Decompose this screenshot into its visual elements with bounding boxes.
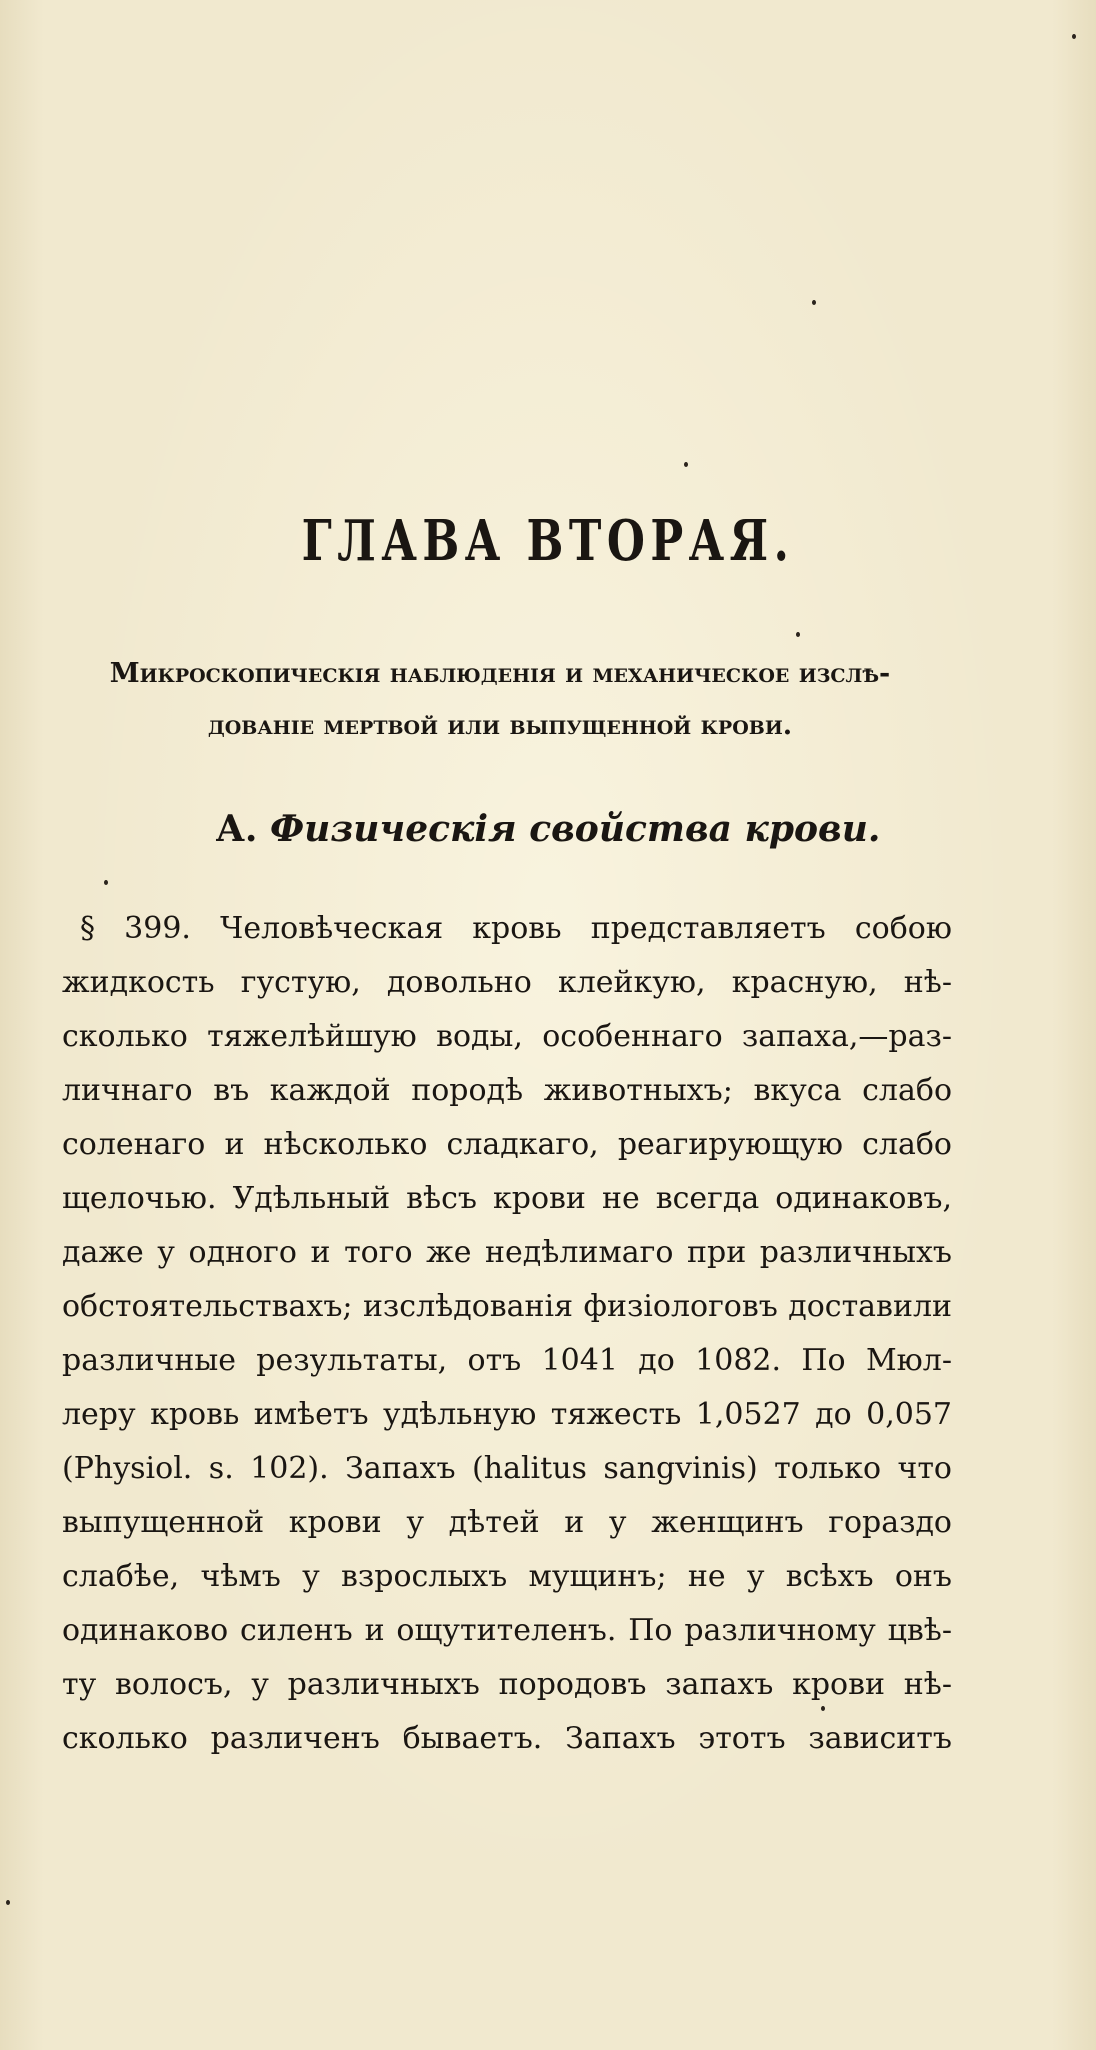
body-line: (Physiol. s. 102). Запахъ (halitus sangvinis) только что bbox=[62, 1451, 952, 1486]
body-line: выпущенной крови у дѣтей и у женщинъ гораздо bbox=[62, 1505, 952, 1540]
chapter-title: ГЛАВА ВТОРАЯ. bbox=[301, 508, 795, 574]
body-line: различные результаты, отъ 1041 до 1082. По Мюл- bbox=[62, 1343, 952, 1378]
ink-speck bbox=[812, 300, 816, 305]
body-line: леру кровь имѣетъ удѣльную тяжесть 1,0527 до 0,057 bbox=[62, 1397, 952, 1432]
body-line: жидкость густую, довольно клейкую, красную, нѣ- bbox=[62, 965, 952, 1000]
body-line: соленаго и нѣсколько сладкаго, реагирующую слабо bbox=[62, 1127, 952, 1162]
body-paragraph bbox=[62, 902, 952, 1766]
body-line: слабѣе, чѣмъ у взрослыхъ мущинъ; не у всѣхъ онъ bbox=[62, 1559, 952, 1594]
body-line: ту волосъ, у различныхъ породовъ запахъ крови нѣ- bbox=[62, 1667, 952, 1702]
section-title: Физическія свойства крови. bbox=[269, 808, 881, 850]
ink-speck bbox=[6, 1900, 10, 1905]
body-line: § 399. Человѣческая кровь представляетъ собою bbox=[80, 911, 952, 946]
body-line: обстоятельствахъ; изслѣдованія физіологовъ доставили bbox=[62, 1289, 952, 1324]
chapter-subtitle bbox=[40, 648, 960, 752]
body-line: сколько различенъ бываетъ. Запахъ этотъ зависитъ bbox=[62, 1721, 952, 1756]
section-heading bbox=[0, 808, 1096, 850]
ink-speck bbox=[104, 880, 108, 885]
ink-speck bbox=[796, 632, 800, 637]
subtitle-line: Микроскопическія наблюденія и механическое изслѣ- bbox=[109, 658, 891, 689]
ink-speck bbox=[1072, 34, 1076, 39]
section-letter: А. bbox=[215, 808, 258, 850]
ink-speck bbox=[821, 1706, 825, 1711]
body-line: сколько тяжелѣйшую воды, особеннаго запаха,—раз- bbox=[62, 1019, 952, 1054]
subtitle-line: дованіе мертвой или выпущенной крови. bbox=[207, 710, 793, 741]
body-line: личнаго въ каждой породѣ животныхъ; вкуса слабо bbox=[62, 1073, 952, 1108]
body-line: щелочью. Удѣльный вѣсъ крови не всегда одинаковъ, bbox=[62, 1181, 952, 1216]
ink-speck bbox=[684, 462, 688, 467]
body-line: одинаково силенъ и ощутителенъ. По различному цвѣ- bbox=[62, 1613, 952, 1648]
body-line: даже у одного и того же недѣлимаго при различныхъ bbox=[62, 1235, 952, 1270]
